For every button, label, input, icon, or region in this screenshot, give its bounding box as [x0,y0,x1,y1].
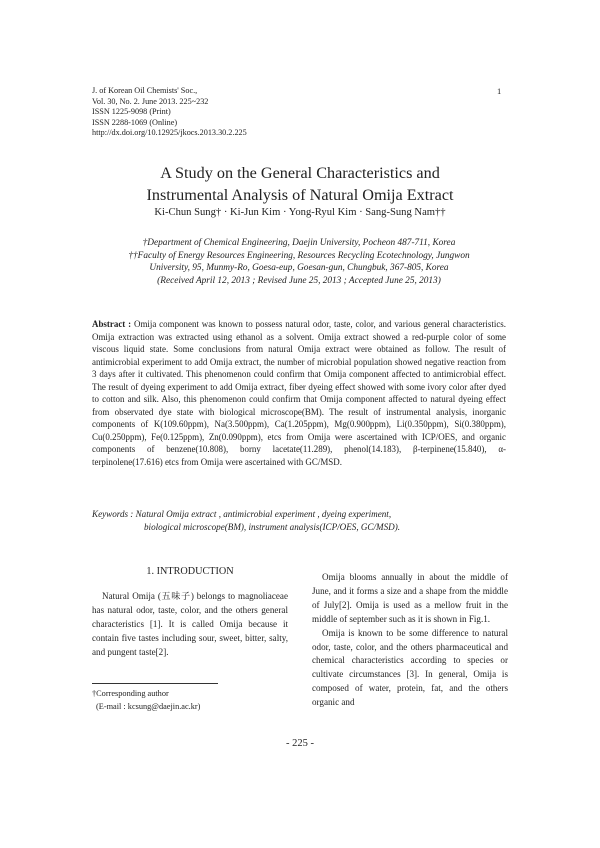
journal-line: Vol. 30, No. 2. June 2013. 225~232 [92,96,209,106]
author-list: Ki-Chun Sung† · Ki-Jun Kim · Yong-Ryul Kim · Sang-Sung Nam†† [154,207,446,218]
journal-line: ISSN 2288-1069 (Online) [92,117,178,127]
intro-paragraph: Omija blooms annually in about the middle of June, and it forms a size and a shape from the middle of July[2]. Omija is used as a mellow fruit in the middle of september such as it is shown in Fig.1. [312,572,508,624]
affiliation-line: †Department of Chemical Engineering, Daejin University, Pocheon 487-711, Korea [142,238,456,248]
title-line: A Study on the General Characteristics and [160,164,440,182]
footnote-divider [92,683,218,684]
affiliation-line: ††Faculty of Energy Resources Engineering, Resources Recycling Ecotechnology, Jungwon [128,250,470,261]
affiliation-line: University, 95, Munmy-Ro, Goesa-eup, Goesan-gun, Chungbuk, 367-805, Korea [149,263,449,274]
paper-title [0,162,600,206]
abstract-label: Abstract : [92,319,132,329]
keywords-line: Keywords : Natural Omija extract , antimicrobial experiment , dyeing experiment, [92,509,392,519]
journal-line: ISSN 1225-9098 (Print) [92,107,171,117]
title-line: Instrumental Analysis of Natural Omija Extract [146,186,454,204]
footnote [92,688,200,713]
abstract [92,318,506,468]
intro-left-paragraph: Natural Omija (五味子) belongs to magnoliaceae has natural odor, taste, color, and the others general characteristics [1]. It is called Omija because it contain five tastes including sour, sweet, bitter, salty, and pungent taste[2]. [92,591,288,657]
keywords-line: biological microscope(BM), instrument analysis(ICP/OES, GC/MSD). [144,521,401,532]
corresponding-author-note: †Corresponding author [92,689,169,698]
journal-info [92,86,247,139]
abstract-text: Omija component was known to possess natural odor, taste, color, and various general characteristics. Omija extraction was extracted using ethanol as a solvent. Omija extract showed a red-purple color of some viscous liquid state. Some conclusions from natural Omija extract were obtained as follow. The result of antimicrobial experiment to add Omija extract, the number of microbial population showed negative reaction from 3 days after it cultivated. This phenomenon could confirm that Omija component affected to antimicrobial effect. The result of dyeing experiment to add Omija extract, fiber dyeing effect showed with some ivory color after dyed to cotton and silk. Also, this phenomenon could confirm that Omija component affected to natural dyeing effect from observated dye state with biological microscope(BM). The result of instrumental analysis, inorganic components of K(109.60ppm), Na(3.500ppm), Ca(1.205ppm), Mg(0.900ppm), Li(0.350ppm), Si(0.380ppm), Cu(0.250ppm), Fe(0.125ppm), Zn(0.090ppm), etcs from Omija were ascertained with ICP/OES, and organic components of benzene(10.808), borny lacetate(11.289), phenol(14.183), β-terpinene(15.840), α-terpinolene(17.616) etcs from Omija were ascertained with GC/MSD. [92,319,507,467]
received-dates: (Received April 12, 2013 ; Revised June 25, 2013 ; Accepted June 25, 2013) [157,275,441,286]
intro-paragraph: Omija is known to be some difference to natural odor, taste, color, and the others pharmaceutical and chemical characteristics according to species or cultivate circumstances [3]. In general, Omija is composed of water, protein, fat, and the others organic and [312,627,508,708]
section-heading-introduction: 1. INTRODUCTION [146,566,234,577]
corresponding-email[interactable]: (E-mail : kcsung@daejin.ac.kr) [96,701,201,711]
journal-line: J. of Korean Oil Chemists' Soc., [92,86,198,95]
intro-right-column [312,571,508,710]
keywords [92,508,512,533]
page-number-bottom: - 225 - [286,738,314,749]
doi-link[interactable]: http://dx.doi.org/10.12925/jkocs.2013.30.2.225 [92,128,247,138]
page-number-top: 1 [497,86,502,96]
affiliations [64,237,534,287]
